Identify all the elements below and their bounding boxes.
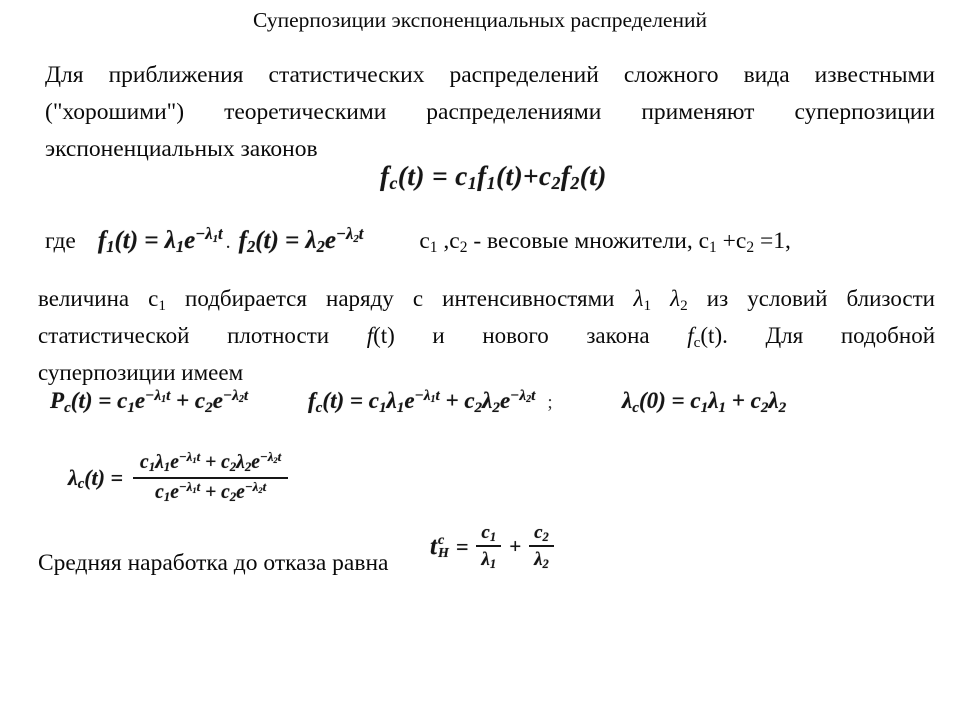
formula-f2: $f_2(t) = \lambda_2e^{-\lambda_2t}$ — [238, 223, 364, 256]
formula-mttf — [430, 522, 554, 571]
fraction-numerator: $c_2$ — [529, 522, 554, 547]
formula-lambda-c-t-lhs: $\lambda_c(t)$ = — [68, 465, 124, 493]
fraction — [529, 522, 554, 571]
mttf-caption: Средняя наработка до отказа равна — [38, 550, 389, 576]
formula-fc: $f_c(t) = c_1\lambda_1e^{-\lambda_1t} + c_2\lambda_2e^{-\lambda_2t}$ — [308, 386, 536, 416]
body-line-3: суперпозиции имеем — [38, 360, 244, 385]
intro-line-1: Для приближения статистических распределений сложного вида известными — [45, 62, 935, 88]
fraction-denominator: $\lambda_1$ — [481, 549, 497, 571]
equals-sign: = — [455, 533, 469, 559]
fraction — [476, 522, 501, 571]
where-label: где — [45, 228, 76, 254]
formula-superposition: $f_c(t) = c_1f_1(t)+c_2f_2(t)$ — [380, 161, 607, 194]
fraction-denominator: $c_1e^{-\lambda_1t} + c_2e^{-\lambda_2t}$ — [155, 479, 267, 505]
body-line-2: статистической плотности f(t) и нового закона $f_c(t)$. Для подобной — [38, 323, 935, 351]
mttf-superscript: c — [437, 532, 445, 548]
formula-pc: $P_c(t) = c_1e^{-\lambda_1t} + c_2e^{-\lambda_2t}$ — [50, 386, 249, 416]
fraction — [133, 449, 288, 505]
intro-line-2: ("хорошими") теоретическими распределениями применяют суперпозиции — [45, 99, 935, 125]
formula-f1: $f_1(t) = \lambda_1e^{-\lambda_1t}$ — [97, 223, 223, 256]
slide-title: Суперпозиции экспоненциальных распределений — [253, 8, 707, 32]
plus-sign: + — [509, 534, 522, 558]
mttf-subscript: H — [437, 545, 449, 561]
formula-separator-dot: . — [225, 231, 231, 253]
fraction-numerator: $c_1$ — [476, 522, 501, 547]
weights-note: $c_1$ $,c_2$ - весовые множители, $c_1 +c_2 =1$, — [419, 228, 791, 256]
fraction-denominator: $\lambda_2$ — [534, 549, 549, 571]
intro-line-3: экспоненциальных законов — [45, 136, 318, 162]
formula-fc-group — [308, 388, 553, 414]
body-paragraph — [38, 280, 935, 391]
mttf-index-stack — [438, 534, 449, 560]
fraction-numerator: $c_1\lambda_1e^{-\lambda_1t} + c_2\lambda_2e^{-\lambda_2t}$ — [133, 452, 288, 479]
intro-paragraph — [45, 57, 935, 168]
formula-separator-semicolon: ; — [547, 392, 553, 413]
where-row — [45, 223, 791, 256]
formula-lambda-c-zero: $\lambda_c(0) = c_1\lambda_1 + c_2\lambda_2$ — [622, 388, 787, 416]
body-line-1: величина $c_1$ подбирается наряду с интенсивностями $\lambda_1$ $\lambda_2$ из условий близости — [38, 286, 935, 314]
formula-lambda-c-t — [68, 449, 288, 505]
mttf-base-symbol: t — [430, 532, 437, 560]
